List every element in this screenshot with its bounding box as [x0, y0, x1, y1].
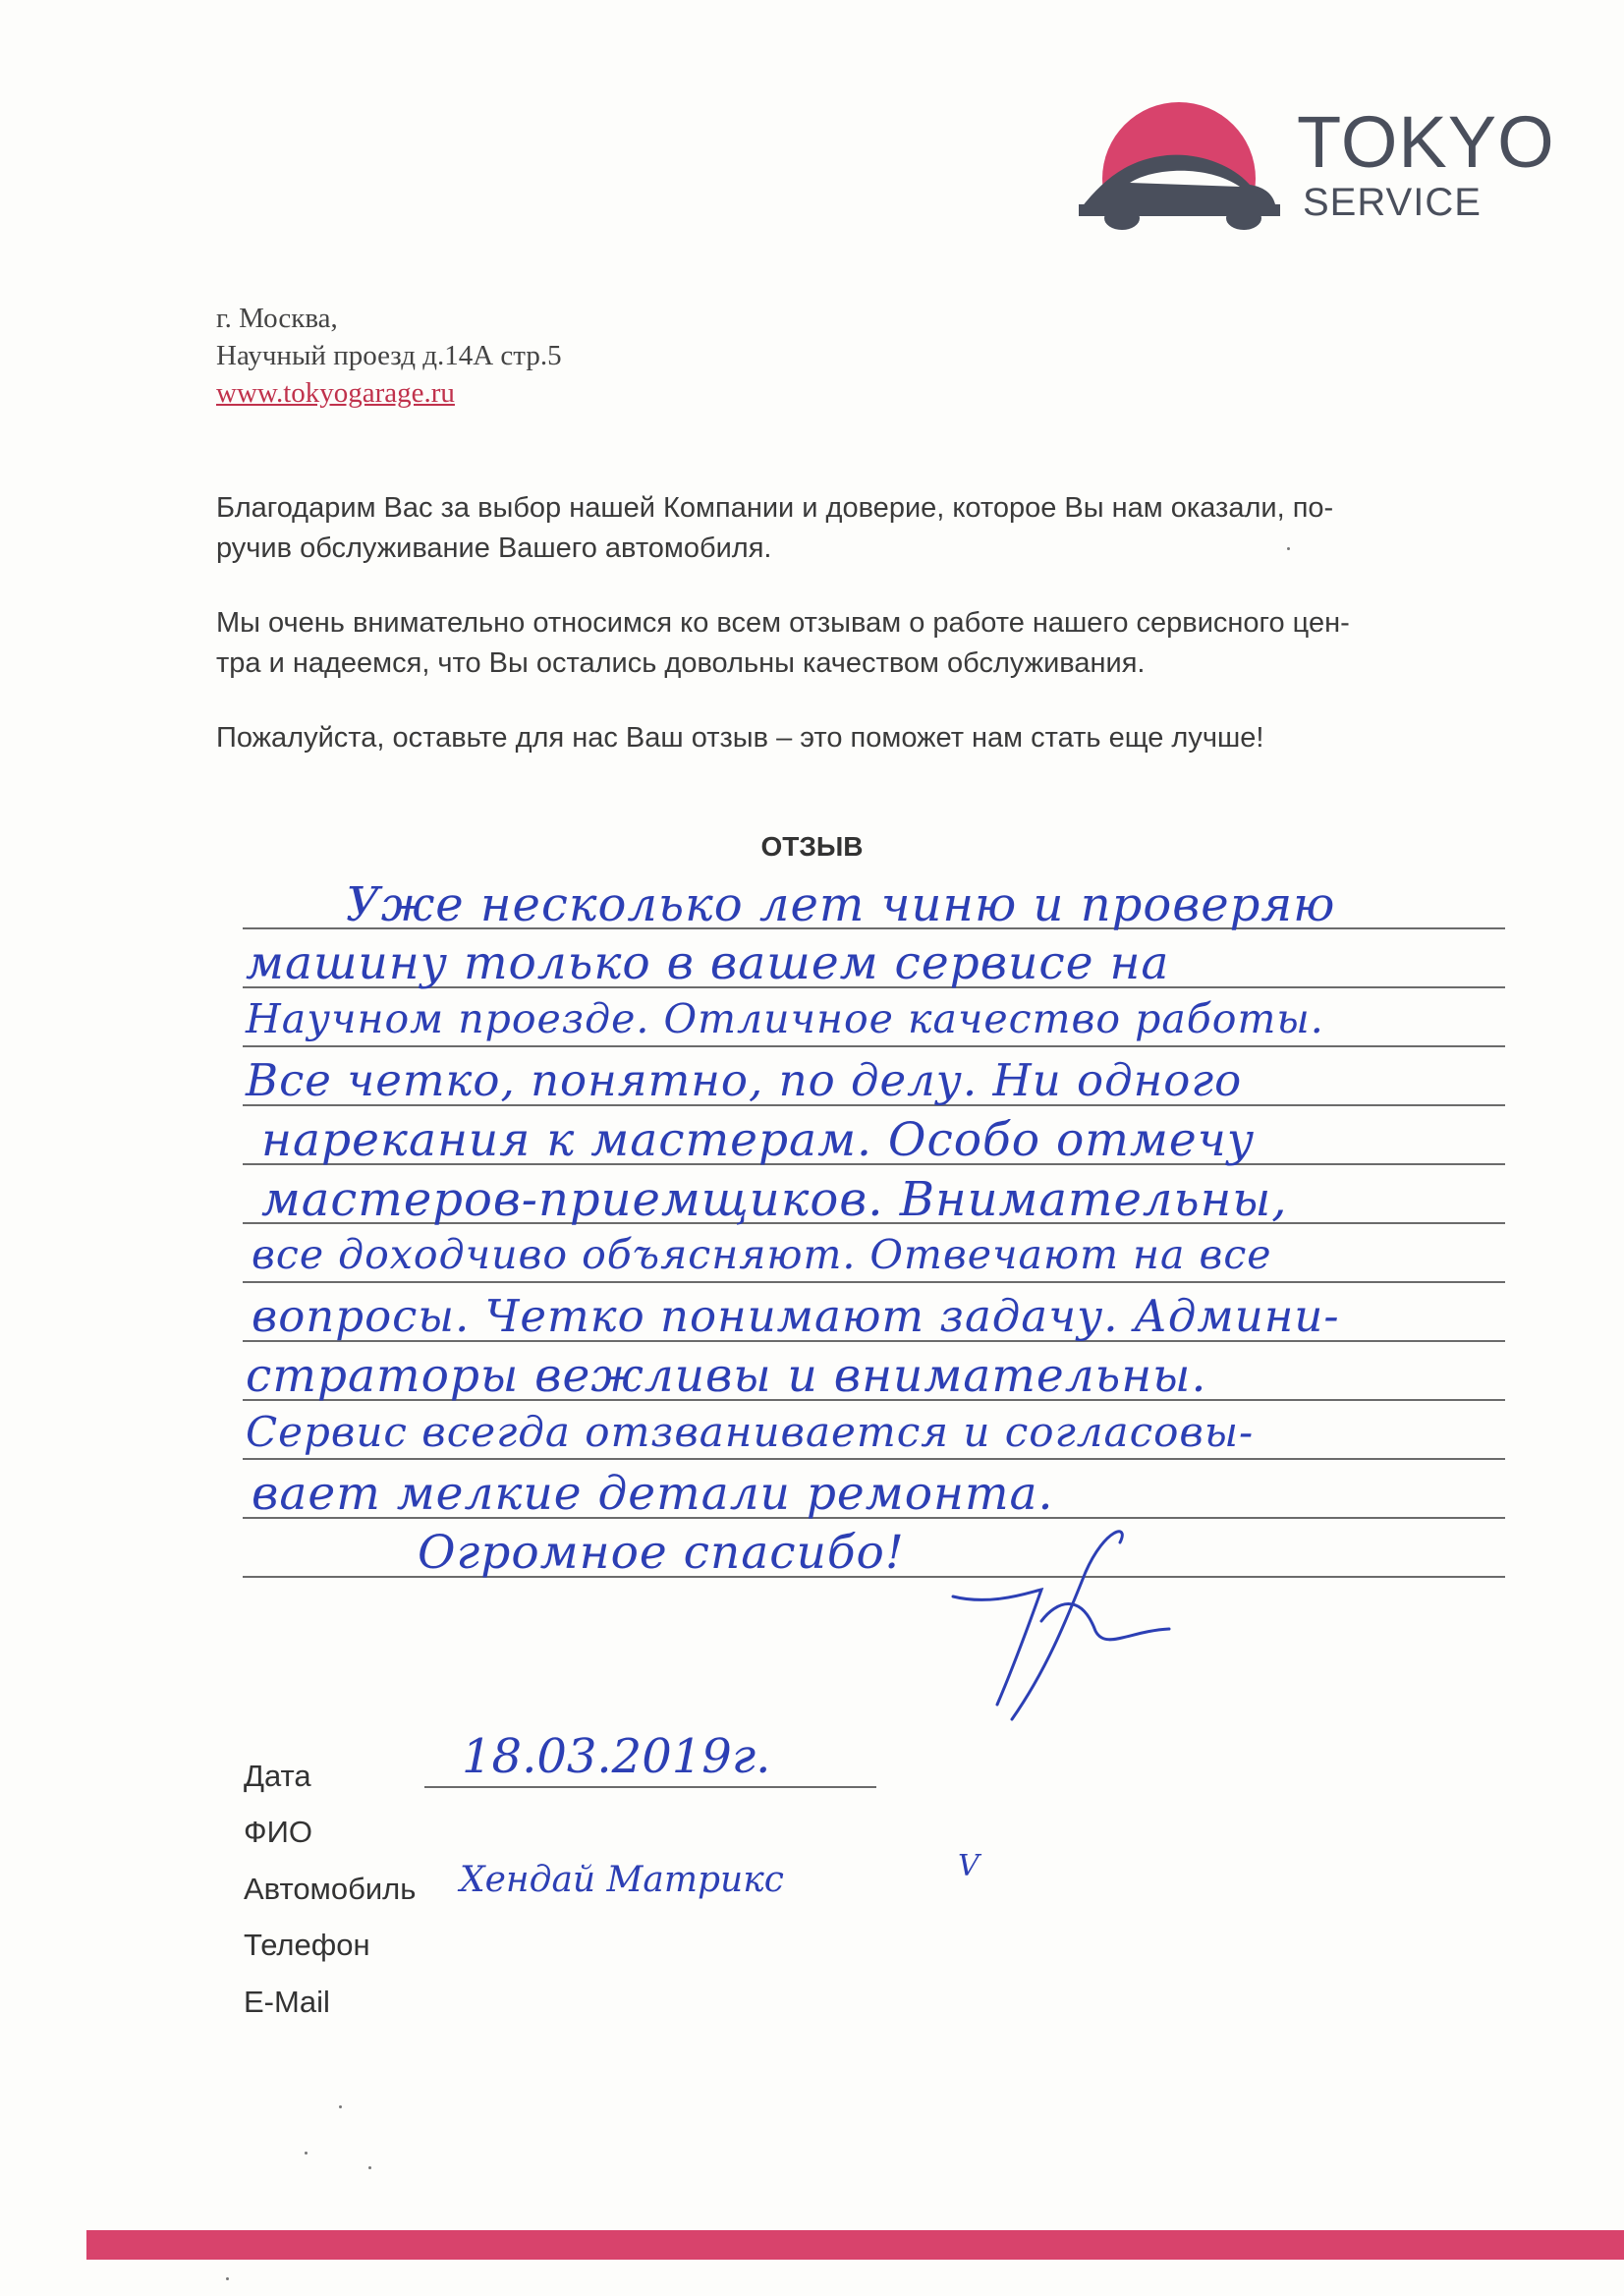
review-line: Все четко, понятно, по делу. Ни одного — [246, 1054, 1243, 1106]
car-label: Автомобиль — [244, 1872, 417, 1906]
email-label: E-Mail — [244, 1985, 330, 2019]
date-value[interactable]: 18.03.2019г. — [462, 1729, 771, 1784]
name-label: ФИО — [244, 1815, 312, 1849]
review-line: страторы вежливы и внимательны. — [246, 1349, 1207, 1403]
review-line: Уже несколько лет чиню и проверяю — [346, 877, 1336, 932]
scan-speck — [1287, 547, 1290, 550]
writing-line — [243, 1045, 1505, 1047]
intro-paragraph-3 — [216, 718, 1513, 758]
scan-speck — [339, 2105, 342, 2108]
intro-text — [216, 488, 1513, 793]
review-line: вает мелкие детали ремонта. — [252, 1467, 1054, 1521]
signature — [884, 1513, 1179, 1729]
address-street: Научный проезд д.14А стр.5 — [216, 340, 562, 371]
intro-p1-line1: Благодарим Вас за выбор нашей Компании и доверие, которое Вы нам оказали, по- — [216, 492, 1334, 524]
car-checkmark: V — [958, 1849, 980, 1883]
footer-accent-bar — [86, 2230, 1624, 2260]
review-title: ОТЗЫВ — [760, 831, 864, 862]
date-underline — [424, 1786, 876, 1788]
brand-subtitle: SERVICE — [1303, 181, 1482, 224]
intro-paragraph-2 — [216, 603, 1513, 684]
brand-name: TOKYO — [1297, 101, 1555, 183]
review-line: Сервис всегда отзванивается и согласовы- — [246, 1408, 1255, 1456]
phone-label: Телефон — [244, 1928, 370, 1962]
review-line: Научном проезде. Отличное качество работы. — [246, 995, 1324, 1042]
scan-speck — [305, 2152, 308, 2155]
review-line: Огромное спасибо! — [418, 1526, 905, 1580]
tokyo-service-logo — [1071, 98, 1555, 246]
review-line: вопросы. Четко понимают задачу. Админи- — [252, 1290, 1340, 1342]
review-line: все доходчиво объясняют. Отвечают на все — [252, 1231, 1272, 1278]
website-link[interactable]: www.tokyogarage.ru — [216, 377, 455, 409]
sun-car-logo-icon — [1071, 98, 1297, 246]
intro-paragraph-1 — [216, 488, 1513, 569]
writing-line — [243, 1458, 1505, 1460]
review-line: нарекания к мастерам. Особо отмечу — [261, 1113, 1256, 1167]
review-line: мастеров-приемщиков. Внимательны, — [261, 1172, 1288, 1227]
car-value[interactable]: Хендай Матрикс — [460, 1860, 784, 1900]
review-line: машину только в вашем сервисе на — [246, 936, 1170, 990]
address-city: г. Москва, — [216, 303, 338, 334]
intro-p1-line2: ручив обслуживание Вашего автомобиля. — [216, 532, 772, 564]
scan-speck — [368, 2166, 371, 2169]
intro-p2-line1: Мы очень внимательно относимся ко всем отзывам о работе нашего сервисного цен- — [216, 607, 1350, 639]
date-label: Дата — [244, 1759, 311, 1793]
intro-p3-line1: Пожалуйста, оставьте для нас Ваш отзыв – это поможет нам стать еще лучше! — [216, 722, 1264, 754]
writing-line — [243, 1281, 1505, 1283]
intro-p2-line2: тра и надеемся, что Вы остались довольны качеством обслуживания. — [216, 647, 1146, 679]
scan-speck — [226, 2277, 229, 2280]
company-address — [216, 300, 562, 412]
